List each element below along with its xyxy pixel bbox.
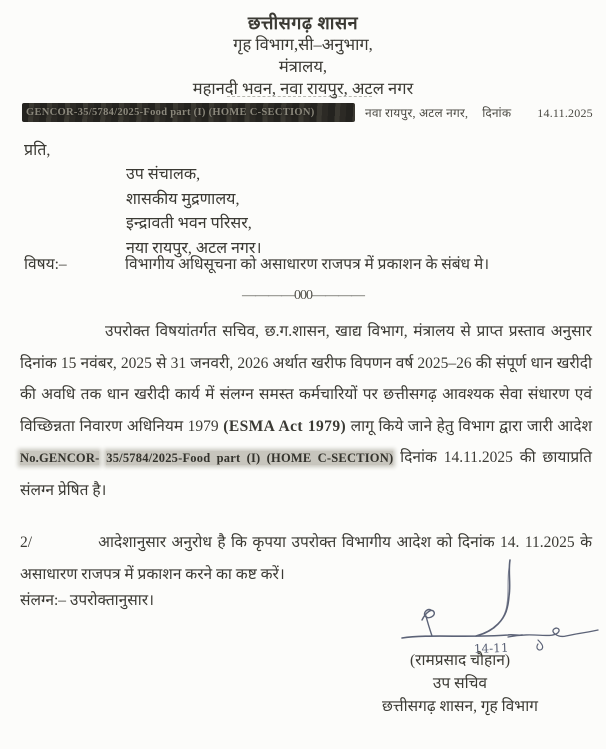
ref-date: 14.11.2025 (537, 106, 593, 120)
esma-act-reference: (ESMA Act 1979) (223, 417, 347, 435)
para1-text: उपरोक्त विषयांतर्गत सचिव, छ.ग.शासन, खाद्य विभाग, मंत्रालय से प्राप्त प्रस्ताव अनुसार दिनांक 15 नवंबर, 2025 से 31 जनवरी, 2026 अर्थात खरीफ विपणन वर्ष 2025–26 की संपूर्ण धान खरीदी की अवधि तक धान खरीदी कार्य में संलग्न समस्त कर्मचारियों पर छत्तीसगढ़ आवश्यक सेवा संधारण एवं विच्छिन्नता निवारण अधिनियम 1979 (20, 323, 592, 435)
reference-row (22, 103, 598, 127)
recipient-address (126, 163, 262, 261)
salutation: प्रति, (24, 142, 51, 159)
recipient-line: उप संचालक, (126, 166, 201, 183)
letterhead-dept: गृह विभाग,सी–अनुभाग, (233, 35, 373, 54)
recipient-line: नया रायपुर, अटल नगर। (126, 239, 262, 257)
order-number-highlighted: 35/5784/2025-Food part (I) (HOME C-SECTION) (106, 451, 394, 465)
ref-date-label: दिनांक (482, 106, 512, 120)
order-number-highlighted: No.GENCOR- (20, 451, 100, 465)
letterhead-org: छत्तीसगढ़ शासन (247, 13, 359, 33)
letterhead-office: मंत्रालय, (278, 57, 328, 76)
subject-row (24, 252, 586, 274)
signatory-designation: उप सचिव (432, 675, 488, 692)
faint-dotted-line (227, 96, 372, 97)
recipient-line: शासकीय मुद्रणालय, (126, 190, 240, 208)
handwritten-date: 14-11 (473, 640, 509, 656)
para1-text: लागू किये जाने हेतु विभाग द्वारा जारी आदेश (346, 417, 593, 435)
subject-label: विषय:– (24, 256, 67, 273)
recipient-line: इन्द्रावती भवन परिसर, (126, 215, 252, 232)
body-paragraph-1 (20, 316, 592, 506)
para2-number: 2/ (20, 534, 33, 551)
section-divider: ————000———— (242, 288, 364, 303)
letterhead-address: महानदी भवन, नवा रायपुर, अटल नगर (192, 79, 414, 98)
signatory-department: छत्तीसगढ़ शासन, गृह विभाग (382, 698, 538, 715)
para2-text: आदेशानुसार अनुरोध है कि कृपया उपरोक्त विभागीय आदेश को दिनांक 14. 11.2025 के असाधारण राजपत्र में प्रकाशन करने का कष्ट करें। (20, 534, 592, 583)
subject-text: विभागीय अधिसूचना को असाधारण राजपत्र में प्रकाशन के संबंध मे। (125, 256, 490, 273)
letterhead (0, 12, 606, 100)
enclosure-note: संलग्न:– उपरोक्तानुसार। (20, 592, 154, 609)
signatory-name: (रामप्रसाद चौहान) (409, 652, 511, 669)
signatory-block (328, 649, 592, 718)
redacted-reference-number: GENCOR-35/5784/2025-Food part (I) (HOME C-SECTION) (22, 103, 355, 122)
ref-place: नवा रायपुर, अटल नगर, (365, 106, 469, 120)
para1-text: दिनांक 14.11.2025 की छायाप्रति संलग्न प्रेषित है। (20, 449, 593, 499)
place-date (365, 104, 593, 121)
handwritten-signature (388, 558, 600, 662)
